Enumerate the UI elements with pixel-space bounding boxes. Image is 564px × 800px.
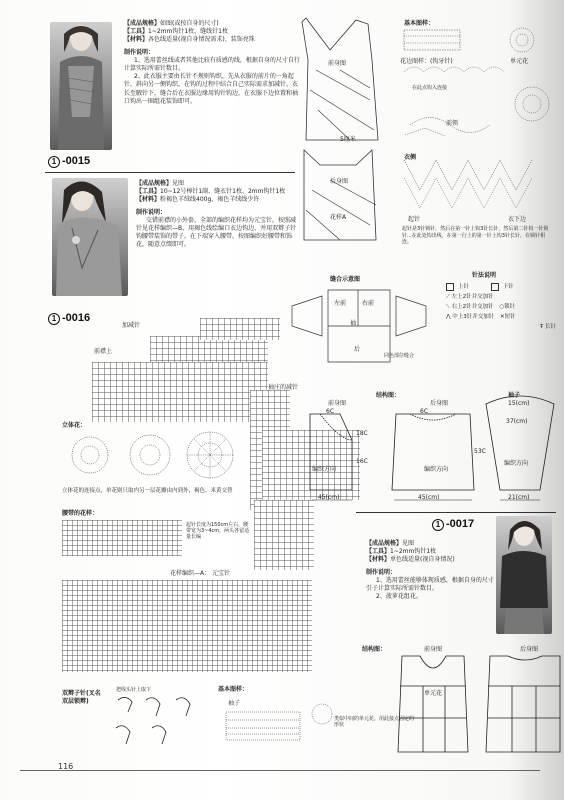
chain-steps-label: 把线头针上取下 bbox=[116, 687, 152, 693]
struct-53c: 53C bbox=[474, 448, 486, 455]
sleeve2-note: 类似中间的单元花，用此接点固定的形状 bbox=[334, 716, 415, 729]
pattern-a-label: 花样编织—A： 元宝针 bbox=[170, 570, 231, 577]
connect-note: 在此点钩入连接 bbox=[412, 85, 448, 91]
struct-6c-a: 6C bbox=[326, 408, 335, 415]
struct-6c-b: 6C bbox=[420, 408, 429, 415]
struct-w15: 15(cm) bbox=[508, 400, 530, 407]
item-0016-specs: 【成品规格】见图 【工具】10~12号棒针1副、缝衣针1枚、2mm钩针1枚 【材料】粉褐色羊绒线400g、褐色羊绒线少许 制作说明： 交错前襟的小外套，全部的编织花样均为元宝针，按照减针见花样编织—B，用褐色线绘编口衣边钩边，并用双辫子针钩腰带装饰的带子，在下端穿入腰带。按图编织好腰带和饰花，随意点缀即可。 bbox=[136, 180, 297, 249]
front-collar-label: 前领 bbox=[446, 120, 459, 127]
sleeve-decrease-label: 袖庄的减针 bbox=[268, 384, 299, 391]
struct-w37: 37(cm) bbox=[506, 418, 528, 425]
front-top-label: 前襟上 bbox=[94, 348, 113, 355]
flower-stand-label: 立体花： bbox=[62, 422, 87, 429]
struct-title-0017: 结构图： bbox=[362, 646, 387, 653]
flower-stand-note: 立体花的连接点，单花则只取内另一层花瓣由内到外，褐色、米黄交替 bbox=[62, 488, 233, 494]
struct-front-title: 前身图 bbox=[328, 400, 347, 407]
struct-knit-dir-sleeve: 编织方向 bbox=[504, 460, 529, 467]
needle-legend: 上针 下针 ⟋ 左上2针并交加针 ⟍ 右上2针并交加针 ○锁针 ⋀ 中上3针并交加针 ✕短针 Ŧ 长针 bbox=[446, 284, 556, 330]
struct-w21: 21(cm) bbox=[508, 494, 530, 501]
basic-pattern-label-0015: 基本图样： bbox=[404, 20, 435, 27]
belt-pattern-label: 腰带的花样： bbox=[62, 510, 99, 517]
struct-w45-front: 45(cm) bbox=[318, 494, 340, 501]
struct-back-title: 后身图 bbox=[430, 400, 449, 407]
sewing-sleeve: 袖 bbox=[350, 320, 357, 327]
sewing-back: 后 bbox=[354, 346, 361, 353]
struct-knit-dir-back: 编织方向 bbox=[424, 466, 449, 473]
sewing-right-front: 右前 bbox=[362, 300, 375, 307]
needle-legend-title: 针法说明 bbox=[472, 272, 497, 279]
sewing-same-color: 同色部位缝合 bbox=[384, 353, 415, 359]
start-note: 起针是3针锁针，然后在第一针上钩3针长针，然后第二针钩一针锁针...在此处钩出线，在第一行上的第一针上钩3针长针，在锁针相连。 bbox=[402, 226, 549, 245]
struct-w45-back: 45(cm) bbox=[418, 494, 440, 501]
sleeve2-label: 袖子 bbox=[228, 700, 241, 707]
flower-a-label: 花样A bbox=[330, 214, 347, 221]
sewing-left-front: 左前 bbox=[334, 300, 347, 307]
front-label-0015: 前身图 bbox=[328, 60, 347, 67]
belt-note: 起针长度为150cm左右，腰带宽为3~4cm，两头各留适量长编 bbox=[186, 522, 250, 541]
item-code-0017: 1 -0017 bbox=[432, 518, 474, 531]
front-title-0017: 前身图 bbox=[424, 646, 443, 653]
struct-title: 结构图： bbox=[376, 392, 401, 399]
item-code-0016: 1 -0016 bbox=[48, 312, 90, 325]
item-code-0015: 1 -0015 bbox=[48, 155, 90, 168]
struct-knit-dir-front: 编织方向 bbox=[312, 466, 337, 473]
item-0015-specs: 【成品规格】如图(或按自身的尺寸) 【工具】1~2mm钩针1枚、缝线针1枚 【材料】各色线适量(视自身情况需求)、装饰亮珠 制作说明： 1、选用蕾丝线或者其他比较有质感的线，根据自身的尺寸自行计算实际所需针数目。 2、此衣服主要由长针不规则钩织，先从衣服的前片的一角起针，斜向另一侧钩织，在钩的过程中结合自己实际需求加减针。衣长至腋针下，缝合后在衣服边缘用钩针钩边，在衣服下边位置和袖口钩出一圈组花装饰即可。 bbox=[124, 20, 300, 105]
sleeve-label-0015: 5厘米 bbox=[340, 136, 356, 143]
struct-16c: 16C bbox=[356, 458, 368, 465]
struct-sleeve-title: 袖子 bbox=[508, 392, 521, 399]
struct-18c: 18C bbox=[356, 430, 368, 437]
footer-rule bbox=[20, 770, 540, 771]
flower-pattern-label: 花边图样：(钩牙针) bbox=[400, 58, 453, 65]
body-side-label: 衣侧 bbox=[404, 154, 417, 161]
single-flower-label-0015: 单元花 bbox=[510, 58, 529, 65]
page-number: 116 bbox=[58, 762, 74, 771]
item-0017-specs: 【成品规格】见图 【工具】1~2mm钩针1枚 【材料】单色线适量(视自身情况) 制作说明： 1、选用蕾丝能够体现质感，根据自身的尺寸引子计算实际所需针数目。 2、菠萝花组花。 bbox=[366, 540, 494, 601]
single-flower-label-0017: 单元花 bbox=[424, 690, 443, 697]
add-needle-label: 加减针 bbox=[122, 322, 141, 329]
start-label: 起针 bbox=[408, 216, 421, 223]
lower-edge-label: 衣下边 bbox=[508, 216, 527, 223]
back-label-0015: 后身图 bbox=[330, 178, 349, 185]
sewing-title: 缝合示意图 bbox=[330, 276, 361, 283]
back-title-0017: 后身图 bbox=[520, 646, 539, 653]
basic-pattern2-label: 基本图样： bbox=[218, 686, 249, 693]
double-chain-label: 双辫子针(叉名双层锁辫) bbox=[62, 690, 101, 706]
